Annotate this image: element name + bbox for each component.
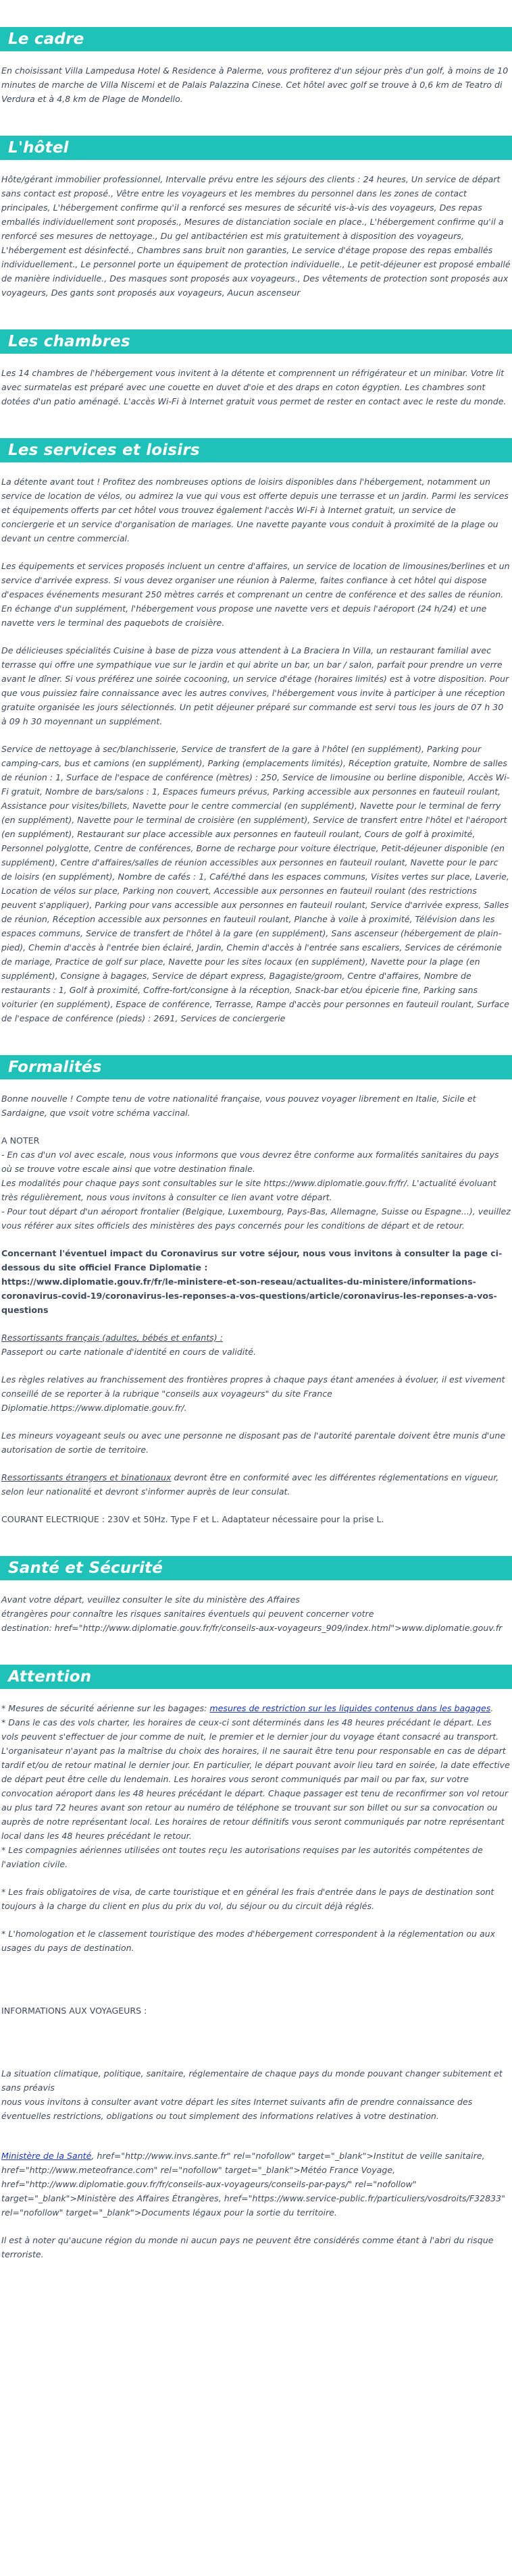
attention-p1-before: * Mesures de sécurité aérienne sur les bagages:	[1, 1703, 210, 1713]
attention-paragraph-1	[1, 1701, 511, 1871]
section-header-formalites	[0, 1055, 512, 1079]
section-formalites	[0, 1055, 512, 1526]
services-paragraph-3: De délicieuses spécialités Cuisine à base de pizza vous attendent à La Braciera In Villa, un restaurant familial avec terrasse qui offre une sympathique vue sur le jardin et qui abrite un bar, un bar / salon, parfait pour prendre un verre avant le dîner. Si vous préférez une soirée cocooning, un service d'étage (horaires limités) est à votre disposition. Pour que vous puissiez faire connaissance avec les autres convives, l'hébergement vous invite à participer à une réception gratuite organisée les jours sélectionnés. Un petit déjeuner préparé sur commande est servi tous les jours de 07 h 30 à 09 h 30 moyennant un supplément.	[1, 645, 509, 726]
section-header-sante	[0, 1556, 512, 1580]
attention-paragraph-2: * Les frais obligatoires de visa, de carte touristique et en général les frais d'entrée dans le pays de destination sont toujours à la charge du client en plus du prix du vol, du séjour ou du circuit déjà réglés.	[1, 1887, 494, 1911]
attention-p5-after: , href="http://www.invs.sante.fr" rel="nofollow" target="_blank">Institut de veille sanitaire, href="http://www.meteofrance.com" rel="nofollow" target="_blank">Météo France Voyage, href="http://www.diplomatie.gouv.fr/fr/conseils-aux-voyageurs/conseils-par-pays/" rel="nofollow" target="_blank">Ministère des Affaires Étrangères, href="https://www.service-public.fr/particuliers/vosdroits/F32833" rel="nofollow" target="_blank">Documents légaux pour la sortie du territoire.	[1, 2151, 505, 2218]
section-cadre	[0, 27, 512, 106]
covid-notice: Concernant l'éventuel impact du Coronavirus sur votre séjour, nous vous invitons à consulter la page ci-dessous du site officiel France Diplomatie : https://www.diplomatie.gouv.fr/fr/le-ministere-et-son-reseau/actualites-du-ministere/informations-coronavirus-covid-19/coronavirus-les-reponses-a-vos-questions/article/coronavirus-les-reponses-a-vos-questions	[1, 1248, 503, 1315]
note-heading: A NOTER	[1, 1135, 40, 1146]
attention-paragraph-6: Il est à noter qu'aucune région du monde ni aucun pays ne peuvent être considérés comme étant à l'abri du risque terroriste.	[1, 2235, 494, 2259]
section-sante	[0, 1556, 512, 1635]
section-header-services	[0, 438, 512, 462]
ressortissants-etrangers	[1, 1470, 511, 1499]
section-header-attention	[0, 1665, 512, 1689]
attention-p1-after: . * Dans le cas des vols charter, les horaires de ceux-ci sont déterminés dans les 48 heures précédant le départ. Les vols peuvent s'effectuer de jour comme de nuit, le premier et le dernier jour du voyage étant consacré au transport. L'organisateur n'ayant pas la maîtrise du choix des horaires, il ne saurait être tenu pour responsable en cas de départ tardif et/ou de retour matinal le dernier jour. En particulier, le départ pouvant avoir lieu tard en soirée, la date effective de départ peut être celle du lendemain. Les horaires vous seront communiqués par mail ou par fax, sur votre convocation aéroport dans les 48 heures précédant le départ. Chaque passager est tenu de reconfirmer son vol retour au plus tard 72 heures avant son retour au numéro de téléphone se trouvant sur son billet ou sur sa convocation ou auprès de notre représentant local. Les horaires de retour définitifs vous seront communiqués par notre représentant local dans les 48 heures précédant le retour. * Les compagnies aériennes utilisées ont toutes reçu les autorisations requises par les autorités compétentes de l'aviation civile.	[1, 1703, 510, 1869]
formalites-intro: Bonne nouvelle ! Compte tenu de votre nationalité française, vous pouvez voyager librement en Italie, Sicile et Sardaigne, que vsoit votre schéma vaccinal.	[1, 1094, 476, 1118]
ressortissants-etrangers-text: devront être en conformité avec les différentes réglementations en vigueur, selon leur nationalité et devront s'informer auprès de leur consulat.	[1, 1472, 499, 1497]
section-attention	[0, 1665, 512, 2261]
ministere-sante-link[interactable]: Ministère de la Santé	[1, 2151, 92, 2161]
note-text: - En cas d'un vol avec escale, nous vous informons que vous devrez être conforme aux formalités sanitaires du pays où se trouve votre escale ainsi que votre destination finale. Les modalités pour chaque pays sont consultables sur le site https://www.diplomatie.gouv.fr/fr/. L'actualité évoluant très régulièrement, nous vous invitons à consulter ce lien avant votre départ. - Pour tout départ d'un aéroport frontalier (Belgique, Luxembourg, Pays-Bas, Allemagne, Suisse ou Espagne...), veuillez vous référer aux sites officiels des ministères des pays concernés pour les conditions de départ et de retour.	[1, 1150, 511, 1231]
section-header-hotel	[0, 136, 512, 160]
section-title-chambres: Les chambres	[8, 333, 130, 350]
sante-text: Avant votre départ, veuillez consulter le site du ministère des Affaires étrangères pour connaître les risques sanitaires éventuels qui peuvent concerner votre destination: href="http://www.diplomatie.gouv.fr/fr/conseils-aux-voyageurs_909/index.html">www.diplomatie.gouv.fr	[1, 1594, 503, 1633]
page	[0, 27, 512, 2261]
cadre-text: En choisissant Villa Lampedusa Hotel & Residence à Palerme, vous profiterez d'un séjour près d'un golf, à moins de 10 minutes de marche de Villa Niscemi et de Palais Palazzina Cinese. Cet hôtel avec golf se trouve à 0,6 km de Teatro di Verdura et à 4,8 km de Plage de Mondello.	[1, 65, 509, 104]
section-title-sante: Santé et Sécurité	[8, 1559, 163, 1577]
info-voyageurs-heading: INFORMATIONS AUX VOYAGEURS :	[1, 2006, 147, 2016]
hotel-text: Hôte/gérant immobilier professionnel, Intervalle prévu entre les séjours des clients : 24 heures, Un service de départ sans contact est proposé., Vêtre entre les voyageurs et les membres du personnel dans les zones de contact principales, L'hébergement confirme qu'il a renforcé ses mesures de sécurité vis-à-vis des voyageurs, Des repas emballés individuellement sont proposés., Mesures de distanciation sociale en place., L'hébergement confirme qu'il a renforcé ses mesures de nettoyage., Du gel antibactérien est mis gratuitement à disposition des voyageurs, L'hébergement est désinfecté., Chambres sans bruit non garanties, Le service d'étage propose des repas emballés individuellement., Le personnel porte un équipement de protection individuelle., Le petit-déjeuner est proposé emballé de manière individuelle., Des masques sont proposés aux voyageurs., Des vêtements de protection sont proposés aux voyageurs, Des gants sont proposés aux voyageurs, Aucun ascenseur	[1, 174, 511, 298]
section-hotel	[0, 136, 512, 300]
ressortissants-francais-heading: Ressortissants français (adultes, bébés et enfants) :	[1, 1333, 223, 1343]
section-title-services: Les services et loisirs	[8, 441, 200, 459]
section-chambres	[0, 329, 512, 408]
chambres-text: Les 14 chambres de l'hébergement vous invitent à la détente et comprennent un réfrigérateur et un minibar. Votre lit avec surmatelas est préparé avec une couette en duvet d'oie et des draps en coton égyptien. Les chambres sont dotées d'un patio aménagé. L'accès Wi-Fi à Internet gratuit vous permet de rester en contact avec le reste du monde.	[1, 368, 507, 406]
section-title-attention: Attention	[8, 1668, 92, 1686]
regles-frontieres: Les règles relatives au franchissement des frontières propres à chaque pays étant amenées à évoluer, il est vivement conseillé de se reporter à la rubrique "conseils aux voyageurs" du site France Diplomatie.https://www.diplomatie.gouv.fr/.	[1, 1374, 505, 1413]
services-paragraph-2: Les équipements et services proposés incluent un centre d'affaires, un service de location de limousines/berlines et un service d'arrivée express. Si vous devez organiser une réunion à Palerme, faites confiance à cet hôtel qui dispose d'espaces événements mesurant 250 mètres carrés et comprenant un centre de conférence et des salles de réunion. En échange d'un supplément, l'hébergement vous propose une navette vers et depuis l'aéroport (24 h/24) et une navette vers le terminal des paquebots de croisière.	[1, 561, 510, 628]
services-amenities-list: Service de nettoyage à sec/blanchisserie, Service de transfert de la gare à l'hôtel (en supplément), Parking pour camping-cars, bus et camions (en supplément), Parking (emplacements limités), Réception gratuite, Nombre de salles de réunion : 1, Surface de l'espace de conférence (mètres) : 250, Service de limousine ou berline disponible, Accès Wi-Fi gratuit, Nombre de bars/salons : 1, Espaces fumeurs prévus, Parking accessible aux personnes en fauteuil roulant, Assistance pour visites/billets, Navette pour le centre commercial (en supplément), Navette pour le terminal de ferry (en supplément), Navette pour le terminal de croisière (en supplément), Service de transfert entre l'hôtel et l'aéroport (en supplément), Restaurant sur place accessible aux personnes en fauteuil roulant, Cours de golf à proximité, Personnel polyglotte, Centre de conférences, Borne de recharge pour voiture électrique, Petit-déjeuner disponible (en supplément), Centre d'affaires/salles de réunion accessibles aux personnes en fauteuil roulant, Navette pour le parc de loisirs (en supplément), Nombre de cafés : 1, Café/thé dans les espaces communs, Visites vertes sur place, Laverie, Location de vélos sur place, Parking non couvert, Accessible aux personnes en fauteuil roulant (des restrictions peuvent s'appliquer), Parking pour vans accessible aux personnes en fauteuil roulant, Service d'arrivée express, Salles de réunion, Réception accessible aux personnes en fauteuil roulant, Planche à voile à proximité, Télévision dans les espaces communs, Service de transfert de l'hôtel à la gare (en supplément), Sans ascenseur (hébergement de plain-pied), Chemin d'accès à l'entrée bien éclairé, Jardin, Chemin d'accès à l'entrée sans escaliers, Services de cérémonie de mariage, Practice de golf sur place, Navette pour les sites locaux (en supplément), Navette pour la plage (en supplément), Consigne à bagages, Service de départ express, Bagagiste/groom, Centre d'affaires, Nombre de restaurants : 1, Golf à proximité, Coffre-fort/consigne à la réception, Snack-bar et/ou épicerie fine, Parking sans voiturier (en supplément), Espace de conférence, Terrasse, Rampe d'accès pour personnes en fauteuil roulant, Surface de l'espace de conférence (pieds) : 2691, Services de conciergerie	[1, 744, 510, 1023]
services-paragraph-1: La détente avant tout ! Profitez des nombreuses options de loisirs disponibles dans l'hébergement, notamment un service de location de vélos, ou admirez la vue qui vous est offerte depuis une terrasse et un jardin. Parmi les services et équipements offerts par cet hôtel vous trouvez également l'accès Wi-Fi à Internet gratuit, un service de conciergerie et un service d'organisation de mariages. Une navette payante vous conduit à proximité de la plage ou devant un centre commercial.	[1, 477, 509, 543]
attention-paragraph-3: * L'homologation et le classement touristique des modes d'hébergement correspondent à la réglementation ou aux usages du pays de destination.	[1, 1929, 496, 1953]
section-title-formalites: Formalités	[8, 1058, 102, 1076]
section-header-chambres	[0, 329, 512, 354]
liquids-restriction-link[interactable]: mesures de restriction sur les liquides contenus dans les bagages	[209, 1703, 491, 1713]
attention-paragraph-5	[1, 2149, 511, 2220]
section-services	[0, 438, 512, 1025]
section-title-hotel: L'hôtel	[8, 139, 69, 157]
courant-electrique: COURANT ELECTRIQUE : 230V et 50Hz. Type F et L. Adaptateur nécessaire pour la prise L.	[1, 1514, 384, 1524]
mineurs-text: Les mineurs voyageant seuls ou avec une personne ne disposant pas de l'autorité parentale doivent être munis d'une autorisation de sortie de territoire.	[1, 1430, 506, 1455]
section-title-cadre: Le cadre	[8, 30, 84, 48]
ressortissants-francais	[1, 1331, 511, 1359]
formalites-note	[1, 1133, 511, 1233]
ressortissants-francais-text: Passeport ou carte nationale d'identité en cours de validité.	[1, 1347, 256, 1357]
attention-paragraph-4: La situation climatique, politique, sanitaire, réglementaire de chaque pays du monde pouvant changer subitement et sans préavis nous vous invitons à consulter avant votre départ les sites Internet suivants afin de prendre connaissance des éventuelles restrictions, obligations ou tout simplement des informations relatives à votre destination.	[1, 2068, 503, 2121]
section-header-cadre	[0, 27, 512, 51]
ressortissants-etrangers-heading: Ressortissants étrangers et binationaux	[1, 1472, 172, 1482]
